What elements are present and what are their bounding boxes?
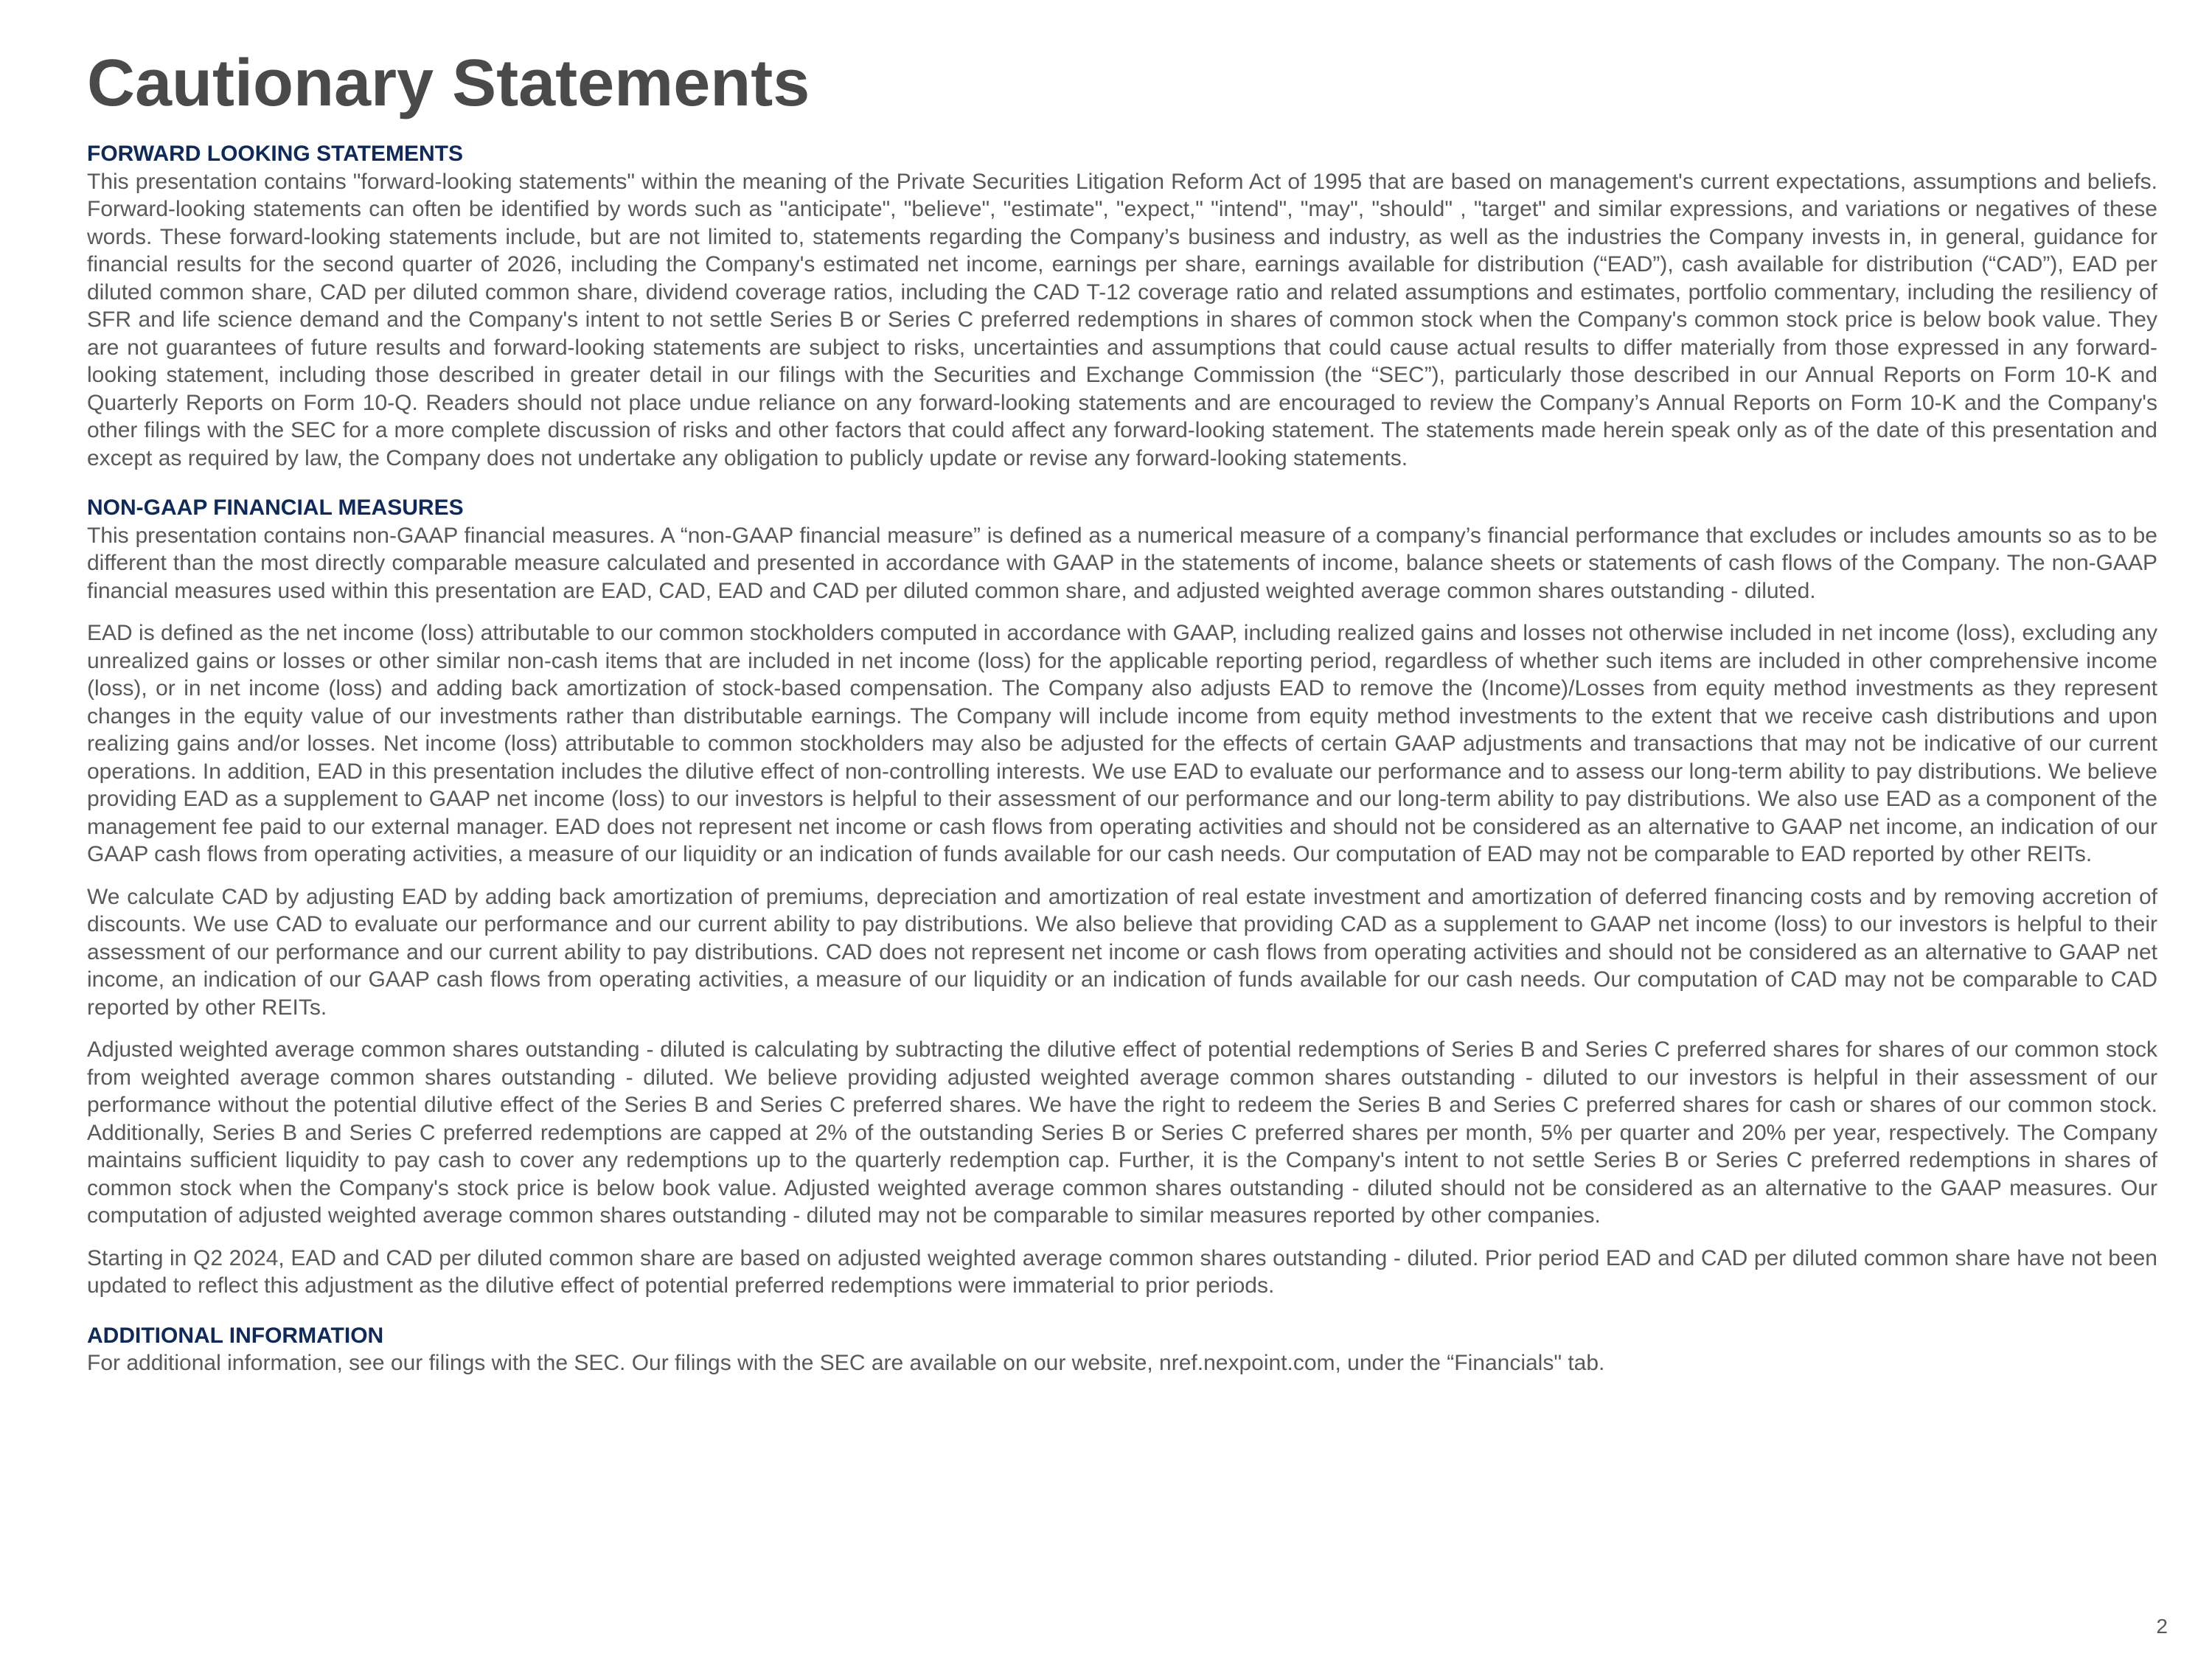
section-heading: FORWARD LOOKING STATEMENTS [87,142,463,166]
section-heading: NON-GAAP FINANCIAL MEASURES [87,495,464,520]
section-heading: ADDITIONAL INFORMATION [87,1323,384,1348]
section-forward-looking-statements [87,140,2157,472]
paragraph: We calculate CAD by adjusting EAD by adding back amortization of premiums, depreciation and amortization of real estate investment and amortization of deferred financing costs and by removing accretion of discounts. We use CAD to evaluate our performance and our current ability to pay distributions. We also believe that providing CAD as a supplement to GAAP net income (loss) to our investors is helpful to their assessment of our performance and our current ability to pay distributions. CAD does not represent net income or cash flows from operating activities and should not be considered as an alternative to GAAP net income, an indication of our GAAP cash flows from operating activities, a measure of our liquidity or an indication of funds available for our cash needs. Our computation of CAD may not be comparable to CAD reported by other REITs. [87,884,2157,1020]
page-title: Cautionary Statements [87,46,810,120]
section-additional-information [87,1322,2157,1377]
paragraph: This presentation contains "forward-looking statements" within the meaning of the Private Securities Litigation Reform Act of 1995 that are based on management's current expectations, assumptions and beliefs. Forward-looking statements can often be identified by words such as "anticipate", "believe", "estimate", "expect," "intend", "may", "should" , "target" and similar expressions, and variations or negatives of these words. These forward-looking statements include, but are not limited to, statements regarding the Company’s business and industry, as well as the industries the Company invests in, in general, guidance for financial results for the second quarter of 2026, including the Company's estimated net income, earnings per share, earnings available for distribution (“EAD”), cash available for distribution (“CAD”), EAD per diluted common share, CAD per diluted common share, dividend coverage ratios, including the CAD T-12 coverage ratio and related assumptions and estimates, portfolio commentary, including the resiliency of SFR and life science demand and the Company's intent to not settle Series B or Series C preferred redemptions in shares of common stock when the Company's common stock price is below book value. They are not guarantees of future results and forward-looking statements are subject to risks, uncertainties and assumptions that could cause actual results to differ materially from those expressed in any forward-looking statement, including those described in greater detail in our filings with the Securities and Exchange Commission (the “SEC”), particularly those described in our Annual Reports on Form 10-K and Quarterly Reports on Form 10-Q. Readers should not place undue reliance on any forward-looking statements and are encouraged to review the Company’s Annual Reports on Form 10-K and the Company's other filings with the SEC for a more complete discussion of risks and other factors that could affect any forward-looking statement. The statements made herein speak only as of the date of this presentation and except as required by law, the Company does not undertake any obligation to publicly update or revise any forward-looking statements. [87,169,2157,470]
section-non-gaap-financial-measures [87,494,2157,1300]
paragraph: Starting in Q2 2024, EAD and CAD per diluted common share are based on adjusted weighted average common shares outstanding - diluted. Prior period EAD and CAD per diluted common share have not been updated to reflect this adjustment as the dilutive effect of potential preferred redemptions were immaterial to prior periods. [87,1245,2157,1298]
paragraph: This presentation contains non-GAAP financial measures. A “non-GAAP financial measure” is defined as a numerical measure of a company’s financial performance that excludes or includes amounts so as to be different than the most directly comparable measure calculated and presented in accordance with GAAP in the statements of income, balance sheets or statements of cash flows of the Company. The non-GAAP financial measures used within this presentation are EAD, CAD, EAD and CAD per diluted common share, and adjusted weighted average common shares outstanding - diluted. [87,523,2157,603]
paragraph: EAD is defined as the net income (loss) attributable to our common stockholders computed in accordance with GAAP, including realized gains and losses not otherwise included in net income (loss), excluding any unrealized gains or losses or other similar non-cash items that are included in net income (loss) for the applicable reporting period, regardless of whether such items are included in other comprehensive income (loss), or in net income (loss) and adding back amortization of stock-based compensation. The Company also adjusts EAD to remove the (Income)/Losses from equity method investments as they represent changes in the equity value of our investments rather than distributable earnings. The Company will include income from equity method investments to the extent that we receive cash distributions and upon realizing gains and/or losses. Net income (loss) attributable to common stockholders may also be adjusted for the effects of certain GAAP adjustments and transactions that may not be indicative of our current operations. In addition, EAD in this presentation includes the dilutive effect of non-controlling interests. We use EAD to evaluate our performance and to assess our long-term ability to pay distributions. We believe providing EAD as a supplement to GAAP net income (loss) to our investors is helpful to their assessment of our performance and our long-term ability to pay distributions. We also use EAD as a component of the management fee paid to our external manager. EAD does not represent net income or cash flows from operating activities and should not be considered as an alternative to GAAP net income, an indication of our GAAP cash flows from operating activities, a measure of our liquidity or an indication of funds available for our cash needs. Our computation of EAD may not be comparable to EAD reported by other REITs. [87,621,2157,866]
paragraph: Adjusted weighted average common shares outstanding - diluted is calculating by subtracting the dilutive effect of potential redemptions of Series B and Series C preferred shares for shares of our common stock from weighted average common shares outstanding - diluted. We believe providing adjusted weighted average common shares outstanding - diluted to our investors is helpful in their assessment of our performance without the potential dilutive effect of the Series B and Series C preferred shares. We have the right to redeem the Series B and Series C preferred shares for cash or shares of our common stock. Additionally, Series B and Series C preferred redemptions are capped at 2% of the outstanding Series B or Series C preferred shares per month, 5% per quarter and 20% per year, respectively. The Company maintains sufficient liquidity to pay cash to cover any redemptions up to the quarterly redemption cap. Further, it is the Company's intent to not settle Series B or Series C preferred redemptions in shares of common stock when the Company's stock price is below book value. Adjusted weighted average common shares outstanding - diluted should not be considered as an alternative to the GAAP measures. Our computation of adjusted weighted average common shares outstanding - diluted may not be comparable to similar measures reported by other companies. [87,1037,2157,1228]
paragraph: For additional information, see our filings with the SEC. Our filings with the SEC are available on our website, nref.nexpoint.com, under the “Financials" tab. [87,1351,1605,1375]
page-number: 2 [2156,1615,2168,1638]
document-body [87,140,2157,1377]
